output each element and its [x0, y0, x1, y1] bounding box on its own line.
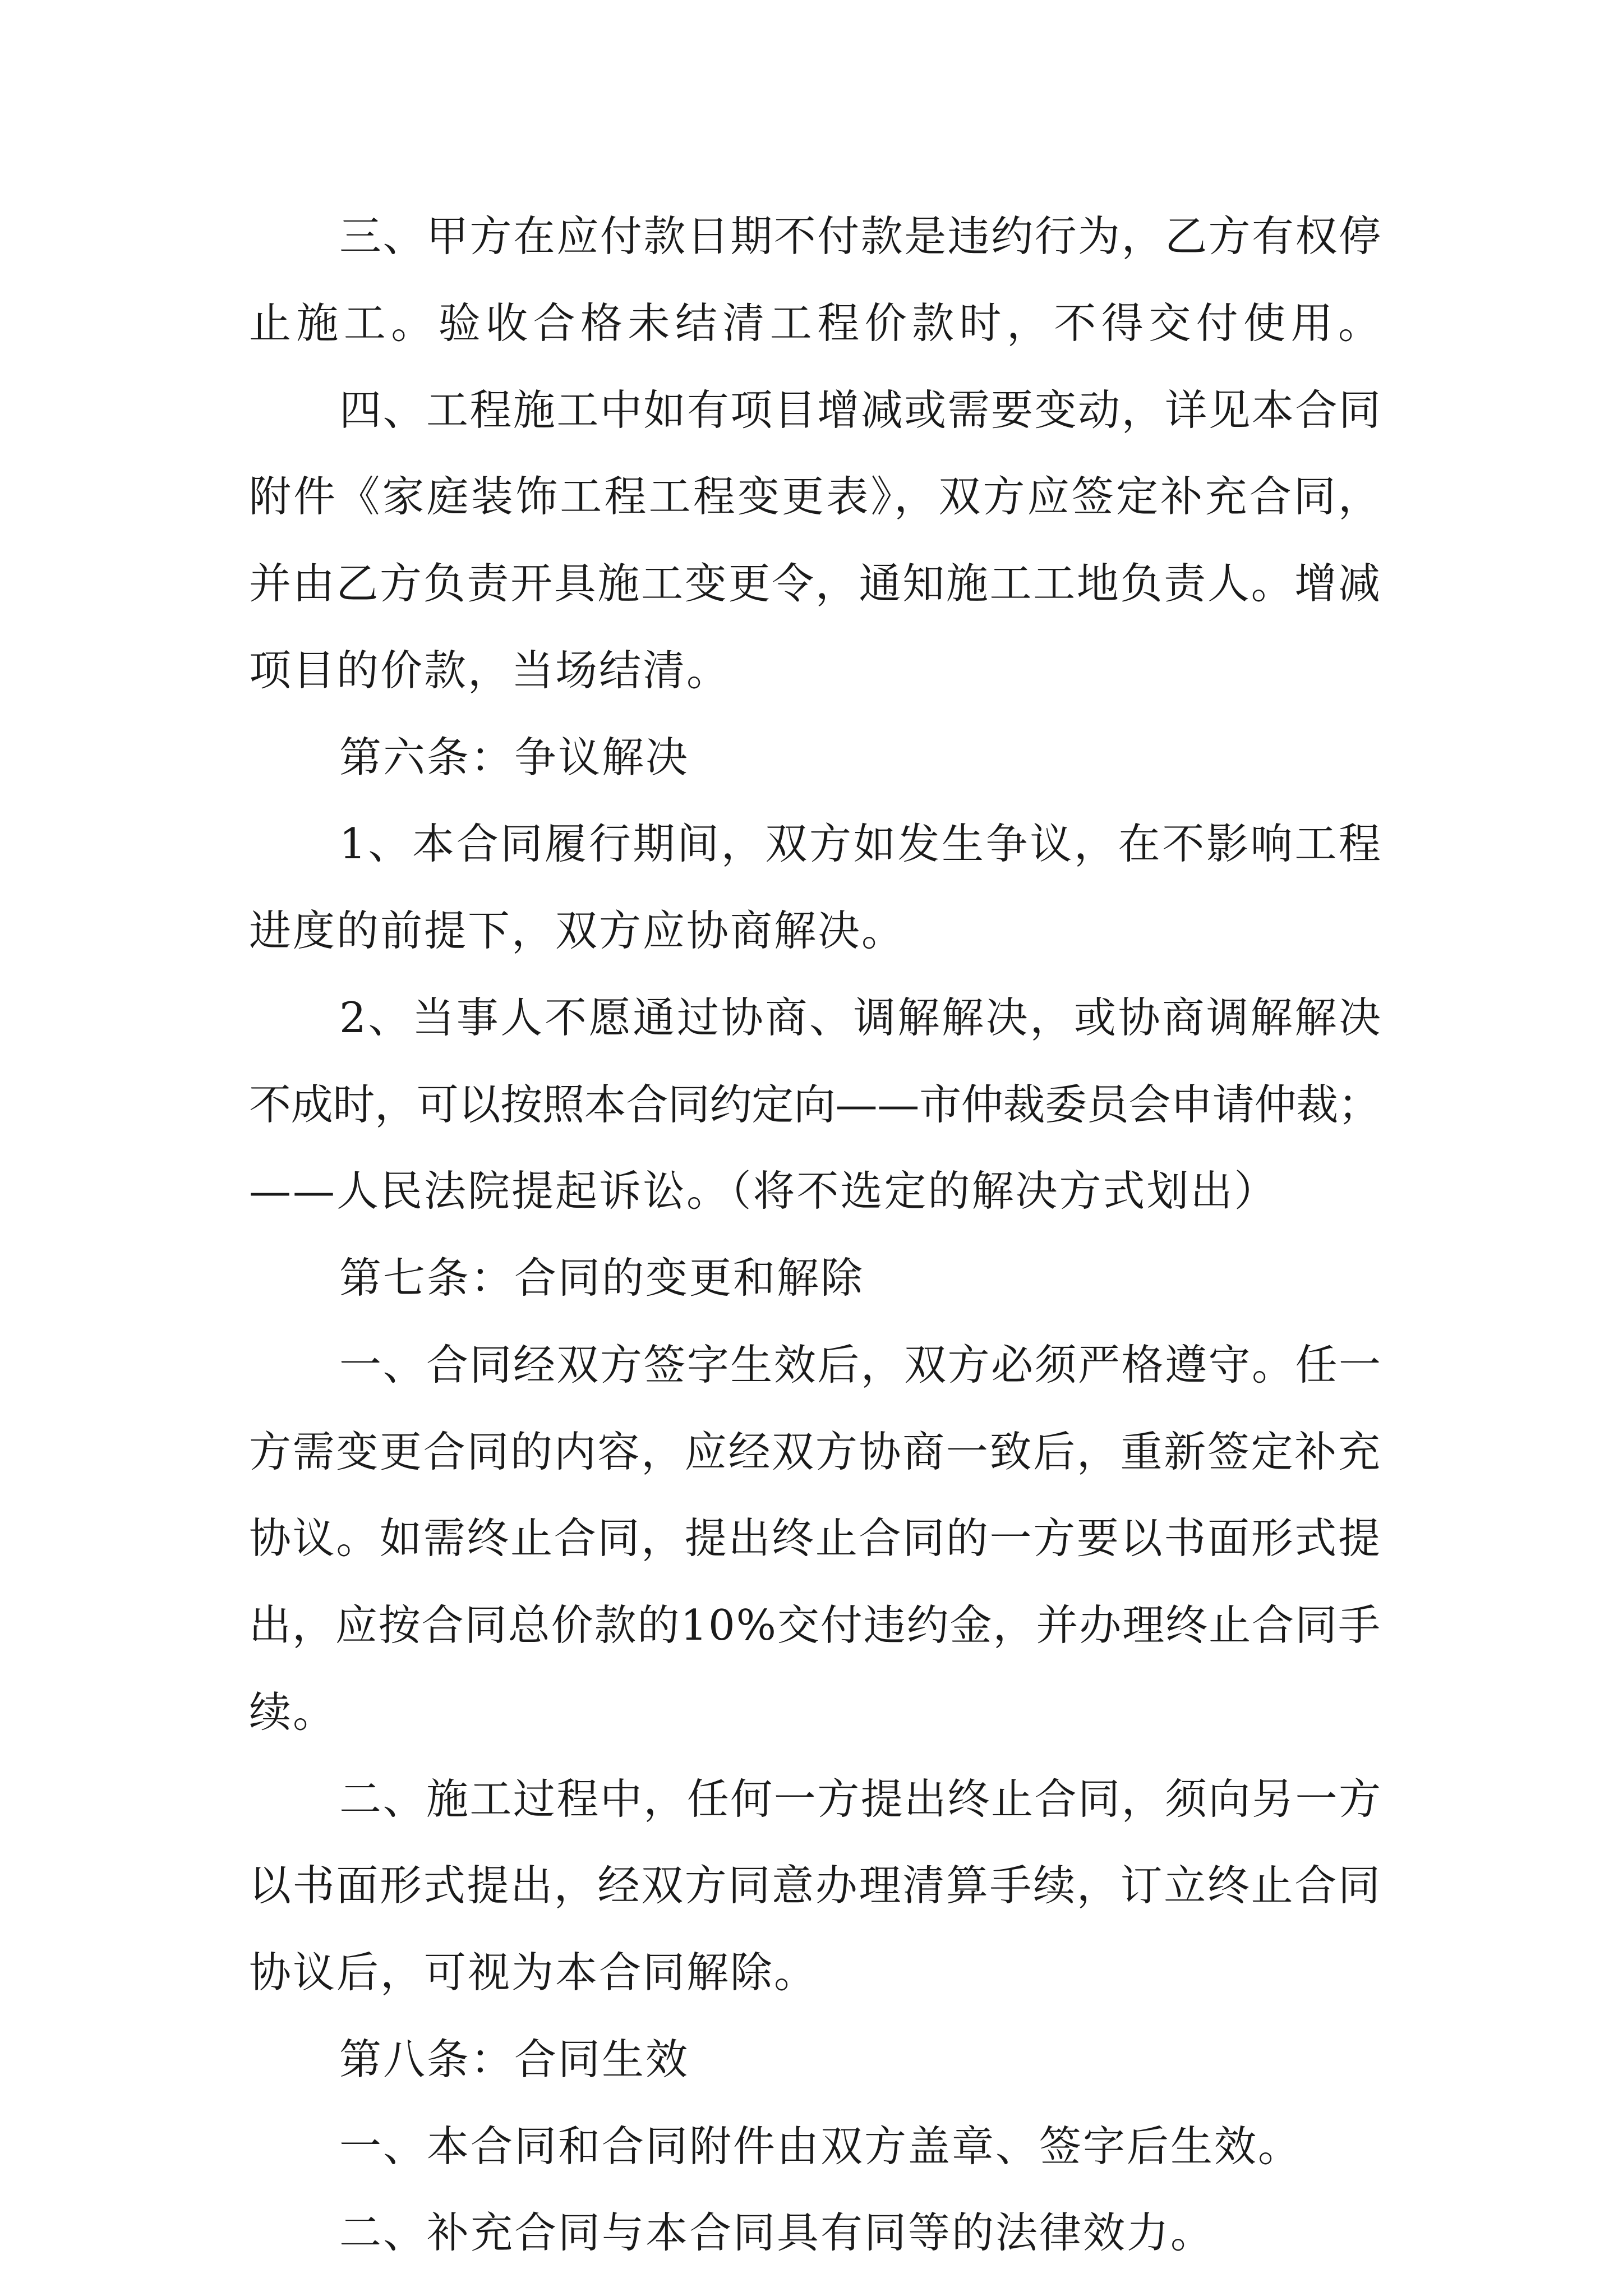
paragraph-line: 协议后，可视为本合同解除。	[249, 1948, 818, 1997]
paragraph-line: 附件《家庭装饰工程工程变更表》，双方应签定补充合同，	[249, 472, 1383, 521]
paragraph-line: 方需变更合同的内容，应经双方协商一致后，重新签定补充	[249, 1427, 1382, 1476]
paragraph-line: 不成时，可以按照本合同约定向——市仲裁委员会申请仲裁；	[249, 1080, 1380, 1129]
paragraph-line: 并由乙方负责开具施工变更令，通知施工工地负责人。增减	[249, 559, 1382, 608]
paragraph-line: 二、施工过程中，任何一方提出终止合同，须向另一方	[339, 1774, 1382, 1824]
paragraph-line: ——人民法院提起诉讼。（将不选定的解决方式划出）	[249, 1166, 1278, 1216]
paragraph-line: 进度的前提下，双方应协商解决。	[249, 906, 906, 955]
section-heading: 第七条：合同的变更和解除	[339, 1253, 865, 1303]
paragraph-line: 项目的价款，当场结清。	[249, 646, 731, 695]
paragraph-line: 2、当事人不愿通过协商、调解解决，或协商调解解决	[339, 993, 1383, 1042]
paragraph-line: 1、本合同履行期间，双方如发生争议，在不影响工程	[339, 819, 1383, 868]
paragraph-line: 以书面形式提出，经双方同意办理清算手续，订立终止合同	[249, 1861, 1382, 1910]
paragraph-line: 一、本合同和合同附件由双方盖章、签字后生效。	[339, 2122, 1302, 2171]
paragraph-line: 四、工程施工中如有项目增减或需要变动，详见本合同	[339, 385, 1382, 435]
paragraph-line: 三、甲方在应付款日期不付款是违约行为，乙方有权停	[339, 211, 1382, 261]
section-heading: 第八条：合同生效	[339, 2035, 690, 2084]
paragraph-line: 一、合同经双方签字生效后，双方必须严格遵守。任一	[339, 1340, 1382, 1389]
paragraph-line: 二、补充合同与本合同具有同等的法律效力。	[339, 2208, 1215, 2257]
section-heading: 第六条：争议解决	[339, 733, 690, 782]
paragraph-line: 续。	[249, 1687, 337, 1737]
paragraph-line: 协议。如需终止合同，提出终止合同的一方要以书面形式提	[249, 1513, 1382, 1563]
paragraph-line: 出，应按合同总价款的10%交付违约金，并办理终止合同手	[249, 1600, 1381, 1650]
paragraph-line: 止施工。验收合格未结清工程价款时，不得交付使用。	[249, 298, 1386, 348]
